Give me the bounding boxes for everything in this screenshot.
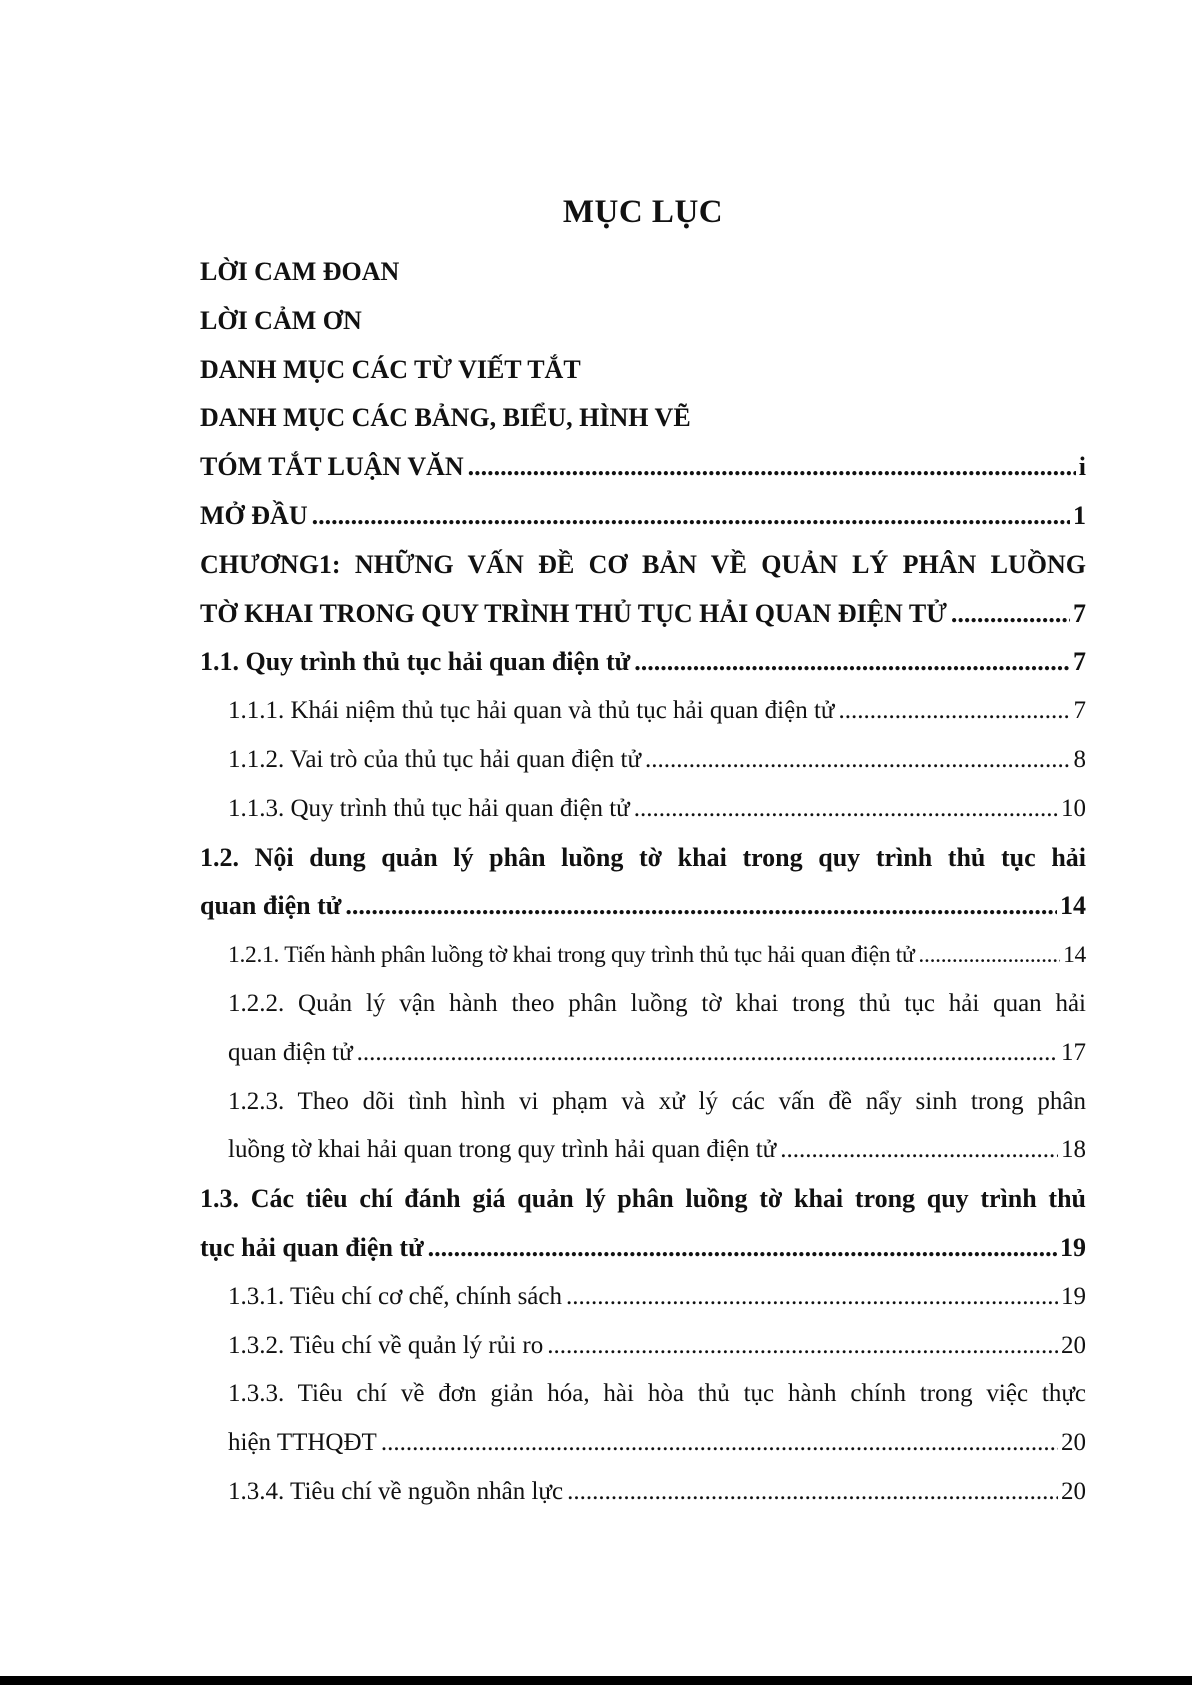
toc-entry-label: MỞ ĐẦU xyxy=(200,500,308,530)
dot-leader xyxy=(468,443,1076,492)
toc-entry-label: 1.3.2. Tiêu chí về quản lý rủi ro xyxy=(228,1331,544,1359)
toc-entry-1-1[interactable] xyxy=(200,638,1086,687)
toc-page-number: 20 xyxy=(1061,1331,1086,1359)
toc-page-number: 19 xyxy=(1061,1282,1086,1310)
toc-entry-1-3[interactable] xyxy=(200,1175,1086,1273)
dot-leader xyxy=(918,931,1060,980)
dot-leader xyxy=(428,1224,1057,1273)
toc-page-number: 8 xyxy=(1073,745,1086,773)
table-of-contents xyxy=(200,248,1086,1517)
toc-entry-label: 1.2.1. Tiến hành phân luồng tờ khai trong quy trình thủ tục hải quan điện tử xyxy=(228,942,915,969)
toc-entry-1-1-2[interactable] xyxy=(200,736,1086,785)
dot-leader xyxy=(312,492,1070,541)
toc-entry-label: 1.1.1. Khái niệm thủ tục hải quan và thủ tục hải quan điện tử xyxy=(228,697,835,725)
toc-entry-danh-muc-bang[interactable] xyxy=(200,394,1086,443)
toc-entry-label: DANH MỤC CÁC TỪ VIẾT TẮT xyxy=(200,354,581,384)
dot-leader xyxy=(345,882,1057,931)
toc-entry-label: 1.1. Quy trình thủ tục hải quan điện tử xyxy=(200,647,631,677)
toc-entry-1-3-4[interactable] xyxy=(200,1468,1086,1517)
toc-page-number: 17 xyxy=(1061,1038,1086,1066)
toc-entry-1-2-3[interactable] xyxy=(200,1078,1086,1176)
dot-leader xyxy=(566,1273,1058,1322)
toc-page-number: 19 xyxy=(1060,1232,1086,1262)
toc-entry-1-2[interactable] xyxy=(200,834,1086,932)
toc-entry-label: 1.1.3. Quy trình thủ tục hải quan điện tử xyxy=(228,794,630,822)
toc-entry-loi-cam-on[interactable] xyxy=(200,297,1086,346)
toc-page-number: 14 xyxy=(1063,942,1086,969)
toc-title: MỤC LỤC xyxy=(562,194,724,230)
toc-entry-label: TÓM TẮT LUẬN VĂN xyxy=(200,452,464,482)
toc-entry-label: LỜI CẢM ƠN xyxy=(200,305,362,335)
dot-leader xyxy=(838,687,1070,736)
toc-page-number: i xyxy=(1078,452,1086,482)
page-bottom-border xyxy=(0,1676,1192,1685)
dot-leader xyxy=(645,736,1070,785)
toc-page-number: 18 xyxy=(1061,1136,1086,1164)
toc-page-number: 20 xyxy=(1061,1429,1086,1457)
toc-entry-label-line2: hiện TTHQĐT xyxy=(228,1429,377,1457)
dot-leader xyxy=(780,1126,1058,1175)
toc-entry-label-line1: 1.2.2. Quản lý vận hành theo phân luồng tờ khai trong thủ tục hải quan hải xyxy=(228,989,1086,1017)
dot-leader xyxy=(357,1029,1058,1078)
toc-entry-label-line1: CHƯƠNG1: NHỮNG VẤN ĐỀ CƠ BẢN VỀ QUẢN LÝ PHÂN LUỒNG xyxy=(200,549,1086,579)
toc-entry-label-line1: 1.3.3. Tiêu chí về đơn giản hóa, hài hòa thủ tục hành chính trong việc thực xyxy=(228,1380,1086,1408)
toc-entry-tom-tat[interactable] xyxy=(200,443,1086,492)
toc-entry-1-3-2[interactable] xyxy=(200,1322,1086,1371)
dot-leader xyxy=(567,1468,1058,1517)
toc-entry-label: 1.1.2. Vai trò của thủ tục hải quan điện tử xyxy=(228,745,642,773)
toc-entry-danh-muc-viet-tat[interactable] xyxy=(200,346,1086,395)
dot-leader xyxy=(634,638,1070,687)
dot-leader xyxy=(951,590,1070,639)
toc-page-number: 1 xyxy=(1073,500,1086,530)
toc-entry-label-line2: quan điện tử xyxy=(200,891,342,921)
toc-entry-1-3-3[interactable] xyxy=(200,1370,1086,1468)
toc-entry-label: 1.3.1. Tiêu chí cơ chế, chính sách xyxy=(228,1282,562,1310)
toc-entry-1-2-1[interactable] xyxy=(200,931,1086,980)
toc-entry-label-line1: 1.3. Các tiêu chí đánh giá quản lý phân luồng tờ khai trong quy trình thủ xyxy=(200,1184,1086,1214)
toc-page-number: 7 xyxy=(1073,647,1086,677)
toc-page-number: 20 xyxy=(1061,1477,1086,1505)
dot-leader xyxy=(547,1322,1058,1371)
dot-leader xyxy=(634,785,1058,834)
toc-entry-label: LỜI CAM ĐOAN xyxy=(200,257,400,286)
dot-leader xyxy=(381,1419,1058,1468)
toc-entry-chuong1[interactable] xyxy=(200,541,1086,639)
toc-entry-loi-cam-doan[interactable] xyxy=(200,248,1086,297)
toc-entry-label-line1: 1.2. Nội dung quản lý phân luồng tờ khai trong quy trình thủ tục hải xyxy=(200,842,1086,872)
toc-entry-label-line2: quan điện tử xyxy=(228,1038,353,1066)
toc-entry-mo-dau[interactable] xyxy=(200,492,1086,541)
toc-page-number: 7 xyxy=(1073,697,1086,725)
toc-entry-label-line1: 1.2.3. Theo dõi tình hình vi phạm và xử lý các vấn đề nẩy sinh trong phân xyxy=(228,1087,1086,1115)
toc-entry-1-1-1[interactable] xyxy=(200,687,1086,736)
toc-entry-1-3-1[interactable] xyxy=(200,1273,1086,1322)
toc-page-number: 7 xyxy=(1073,598,1086,628)
toc-entry-1-1-3[interactable] xyxy=(200,785,1086,834)
toc-entry-label: DANH MỤC CÁC BẢNG, BIỂU, HÌNH VẼ xyxy=(200,403,691,433)
toc-entry-1-2-2[interactable] xyxy=(200,980,1086,1078)
toc-entry-label-line2: TỜ KHAI TRONG QUY TRÌNH THỦ TỤC HẢI QUAN ĐIỆN TỬ xyxy=(200,598,947,628)
toc-page-number: 14 xyxy=(1060,891,1086,921)
toc-entry-label: 1.3.4. Tiêu chí về nguồn nhân lực xyxy=(228,1477,564,1505)
toc-page-number: 10 xyxy=(1061,794,1086,822)
toc-entry-label-line2: tục hải quan điện tử xyxy=(200,1232,424,1262)
toc-entry-label-line2: luồng tờ khai hải quan trong quy trình hải quan điện tử xyxy=(228,1136,777,1164)
